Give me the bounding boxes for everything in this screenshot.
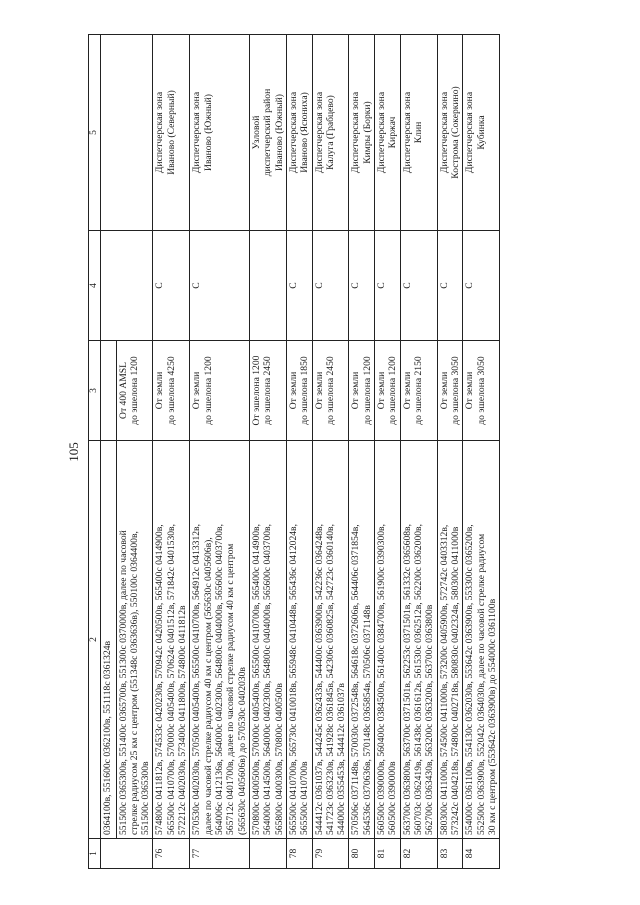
coord-line: далее по часовой стрелке радиусом 40 км с центром (565630с 0405606в),: [202, 537, 214, 835]
zone-line: Иваново (Южный): [202, 94, 214, 171]
coordinates-cell: [349, 441, 375, 839]
altitude-to: до эшелона 1200: [387, 356, 399, 425]
zone-line: Диспетчерская зона: [464, 91, 476, 174]
row-number: 78: [286, 839, 312, 869]
table-row: [286, 35, 312, 869]
altitude-from: От 400 AMSL: [117, 362, 129, 419]
altitude-cell: [249, 341, 286, 441]
coord-line: 544000с 0355453в, 544412с 0361037в: [336, 683, 348, 835]
row-number: 82: [400, 839, 437, 869]
altitude-to: до эшелона 4250: [165, 356, 177, 425]
altitude-cell: [375, 341, 401, 441]
coord-line: 580300с 0411000в, 574500с 0411000в, 573200с 0405900в, 572742с 0403312в,: [438, 524, 450, 835]
zone-line: Кубинка: [475, 115, 487, 150]
class-cell: С: [437, 231, 463, 341]
coord-line: (565630с 0405606в) до 570530с 0402030в: [236, 667, 248, 835]
altitude-cell: [463, 341, 500, 441]
altitude-from: От земли: [287, 371, 299, 410]
altitude-from: От земли: [438, 371, 450, 410]
coordinates-cell: [286, 441, 312, 839]
altitude-from: От земли: [350, 371, 362, 410]
coordinates-cell: [190, 441, 250, 839]
coord-line: 565712с 0401700в, далее по часовой стрелке радиусом 40 км с центром: [225, 543, 237, 835]
header-cell-2: 2: [89, 441, 101, 839]
table-row: [312, 35, 349, 869]
header-cell-1: 1: [89, 839, 101, 869]
altitude-from: От эшелона 1200: [250, 355, 262, 426]
table-row: [153, 35, 190, 869]
class-cell: С: [190, 231, 250, 341]
coord-line: 565800с 0400300в, 570800с 0400500в: [273, 683, 285, 835]
zone-line: Иваново (Северный): [165, 90, 177, 175]
zone-line: Диспетчерская зона: [154, 91, 166, 174]
altitude-from: От земли: [464, 371, 476, 410]
zone-line: Диспетчерская зона: [401, 91, 413, 174]
coordinates-cell: [249, 441, 286, 839]
zone-line: Диспетчерская зона: [376, 91, 388, 174]
zone-line: Иваново (Южный): [273, 94, 285, 171]
coordinates-cell: [312, 441, 349, 839]
table-row: [249, 35, 286, 869]
row-number: 79: [312, 839, 349, 869]
coord-line: 562700с 0363430в, 563200с 0363200в, 563700с 0363800в: [424, 604, 436, 835]
coord-line: 0364100в, 551600с 0362100в, 551118с 0361324в: [102, 640, 114, 835]
zone-cell: [101, 35, 153, 231]
row-number: [101, 839, 153, 869]
airspace-table: [88, 34, 500, 869]
zone-cell: [400, 35, 437, 231]
row-number: 81: [375, 839, 401, 869]
coord-line: 551500с 0365300в, 551400с 0365700в, 551300с 0370000в, далее по часовой: [117, 530, 129, 835]
coord-line: 570800с 0400500в, 570000с 0405400в, 565500с 0410700в, 565400с 0414900в,: [250, 524, 262, 835]
coord-line: 560500с 0390000в, 560400с 0384500в, 561400с 0384700в, 561900с 0390300в,: [376, 524, 388, 835]
coord-line: 564006с 0412136в, 564000с 0402300в, 564800с 0404000в, 565600с 0403700в,: [214, 524, 226, 835]
table-row: [349, 35, 375, 869]
coord-line: 544412с 0361037в, 544245с 0362433в, 544400с 0363900в, 542236с 0364248в,: [313, 524, 325, 835]
row-number: [249, 839, 286, 869]
altitude-to: до эшелона 3050: [475, 356, 487, 425]
altitude-from: От земли: [376, 371, 388, 410]
zone-line: Кимры (Борки): [361, 101, 373, 164]
altitude-cell: [400, 341, 437, 441]
coordinates-cell: [375, 441, 401, 839]
coordinates-cell: [437, 441, 463, 839]
zone-line: диспетчерский район: [262, 88, 274, 177]
row-number: 80: [349, 839, 375, 869]
table-row: [190, 35, 250, 869]
zone-cell: [463, 35, 500, 231]
table-row: [375, 35, 401, 869]
class-cell: С: [400, 231, 437, 341]
header-cell-5: 5: [89, 35, 101, 231]
altitude-cell: [312, 341, 349, 441]
coord-line: 570530с 0402030в, 570500с 0405400в, 565500с 0410700в, 564912с 0413312в,: [191, 524, 203, 835]
zone-cell: [190, 35, 250, 231]
zone-line: Кострома (Сокеркино): [449, 86, 461, 179]
coordinates-cell: [153, 441, 190, 839]
zone-cell: [437, 35, 463, 231]
zone-line: Калуга (Грабцево): [324, 95, 336, 170]
class-cell: С: [286, 231, 312, 341]
altitude-to: до эшелона 1200: [361, 356, 373, 425]
zone-line: Диспетчерская зона: [438, 91, 450, 174]
coordinates-cell: [101, 441, 153, 839]
table-row: [400, 35, 437, 869]
altitude-cell: [190, 341, 250, 441]
zone-cell: [312, 35, 349, 231]
zone-line: Клин: [413, 121, 425, 144]
coord-line: 565500с 0410700в: [299, 761, 311, 835]
altitude-from: От земли: [313, 371, 325, 410]
row-number: 76: [153, 839, 190, 869]
coord-line: стрелке радиусом 25 км с центром (551348с 0363636в), 550100с 0364400в,: [128, 531, 140, 835]
coord-line: 554000с 0361100в, 554130с 0362030в, 553642с 0363900в, 553300с 0365200в,: [464, 524, 476, 835]
altitude-to: до эшелона 3050: [449, 356, 461, 425]
coord-line: 564536с 0370636в, 570148с 0365854в, 570506с 0371148в: [361, 605, 373, 835]
coord-line: 30 км с центром (553642с 0363900в) до 554000с 0361100в: [486, 598, 498, 835]
coord-line: 563700с 0363800в, 563700с 0371501в, 562253с 0371501в, 561332с 0365608в,: [401, 524, 413, 835]
class-cell: С: [349, 231, 375, 341]
coord-line: 551500с 0365300в: [140, 761, 152, 835]
coord-line: 573242с 0404218в, 574800с 0402718в, 580830с 0402324в, 580300с 0411000в: [449, 526, 461, 835]
coord-line: 552500с 0363900в, 552042с 0364030в, далее по часовой стрелке радиусом: [475, 533, 487, 835]
altitude-cell: [437, 341, 463, 441]
row-number: 84: [463, 839, 500, 869]
class-cell: С: [463, 231, 500, 341]
coord-subblock: [116, 441, 152, 838]
table-row: [463, 35, 500, 869]
class-cell: С: [312, 231, 349, 341]
class-cell: С: [375, 231, 401, 341]
altitude-cell: [101, 341, 153, 441]
row-number: 83: [437, 839, 463, 869]
coord-line: 574800с 0411812в, 574533с 0420230в, 570942с 0420500в, 565400с 0414900в,: [154, 524, 166, 835]
coordinates-cell: [400, 441, 437, 839]
page-number: 105: [66, 442, 81, 462]
coord-line: 564000с 0414500в, 564000с 0402300в, 564800с 0404000в, 565600с 0403700в,: [262, 524, 274, 835]
class-cell: [249, 231, 286, 341]
altitude-to: до эшелона 1200: [202, 356, 214, 425]
altitude-top: [102, 344, 113, 437]
altitude-cell: [349, 341, 375, 441]
header-row: [89, 35, 101, 869]
table-row: [437, 35, 463, 869]
zone-cell: [249, 35, 286, 231]
altitude-from: От земли: [401, 371, 413, 410]
zone-cell: [286, 35, 312, 231]
altitude-to: до эшелона 2450: [262, 356, 274, 425]
altitude-cell: [286, 341, 312, 441]
altitude-from: От земли: [191, 371, 203, 410]
coord-line: 565500с 0410700в, 565730с 0410018в, 565948с 0410448в, 565436с 0412024в,: [287, 524, 299, 835]
zone-line: Иваново (Ясюниха): [299, 92, 311, 173]
altitude-subblock: [116, 341, 141, 440]
table-row: [101, 35, 153, 869]
altitude-to: до эшелона 2450: [324, 356, 336, 425]
zone-line: Узловой: [250, 115, 262, 150]
zone-cell: [153, 35, 190, 231]
altitude-to: до эшелона 1200: [128, 356, 140, 425]
zone-line: Диспетчерская зона: [287, 91, 299, 174]
coord-line: 572212с 0402030в, 573400с 0411800в, 574800с 0411812в: [177, 605, 189, 835]
row-number: 77: [190, 839, 250, 869]
class-cell: С: [153, 231, 190, 341]
header-cell-3: 3: [89, 341, 101, 441]
zone-cell: [349, 35, 375, 231]
coord-line: 560703с 0362419в, 561438с 0361612в, 561530с 0362512в, 562200с 0362000в,: [413, 524, 425, 835]
header-cell-4: 4: [89, 231, 101, 341]
altitude-cell: [153, 341, 190, 441]
coordinates-cell: [463, 441, 500, 839]
altitude-to: до эшелона 2150: [413, 356, 425, 425]
coord-line: 560500с 0390000в: [387, 761, 399, 835]
altitude-to: до эшелона 1850: [299, 356, 311, 425]
zone-line: Диспетчерская зона: [313, 91, 325, 174]
class-cell: [101, 231, 153, 341]
zone-line: Диспетчерская зона: [350, 91, 362, 174]
coord-line: 541723с 0363230в, 541928с 0361845в, 542306с 0360825в, 542723с 0360140в,: [324, 524, 336, 835]
altitude-from: От земли: [154, 371, 166, 410]
zone-line: Киржач: [387, 116, 399, 149]
zone-line: Диспетчерская зона: [191, 91, 203, 174]
rotated-content: [60, 27, 580, 877]
coord-line: 570506с 0371148в, 570030с 0372548в, 564618с 0372606в, 564406с 0371854в,: [350, 524, 362, 835]
coord-line: 565500с 0410700в, 570000с 0405400в, 570624с 0401512в, 571842с 0401530в,: [165, 524, 177, 835]
zone-cell: [375, 35, 401, 231]
